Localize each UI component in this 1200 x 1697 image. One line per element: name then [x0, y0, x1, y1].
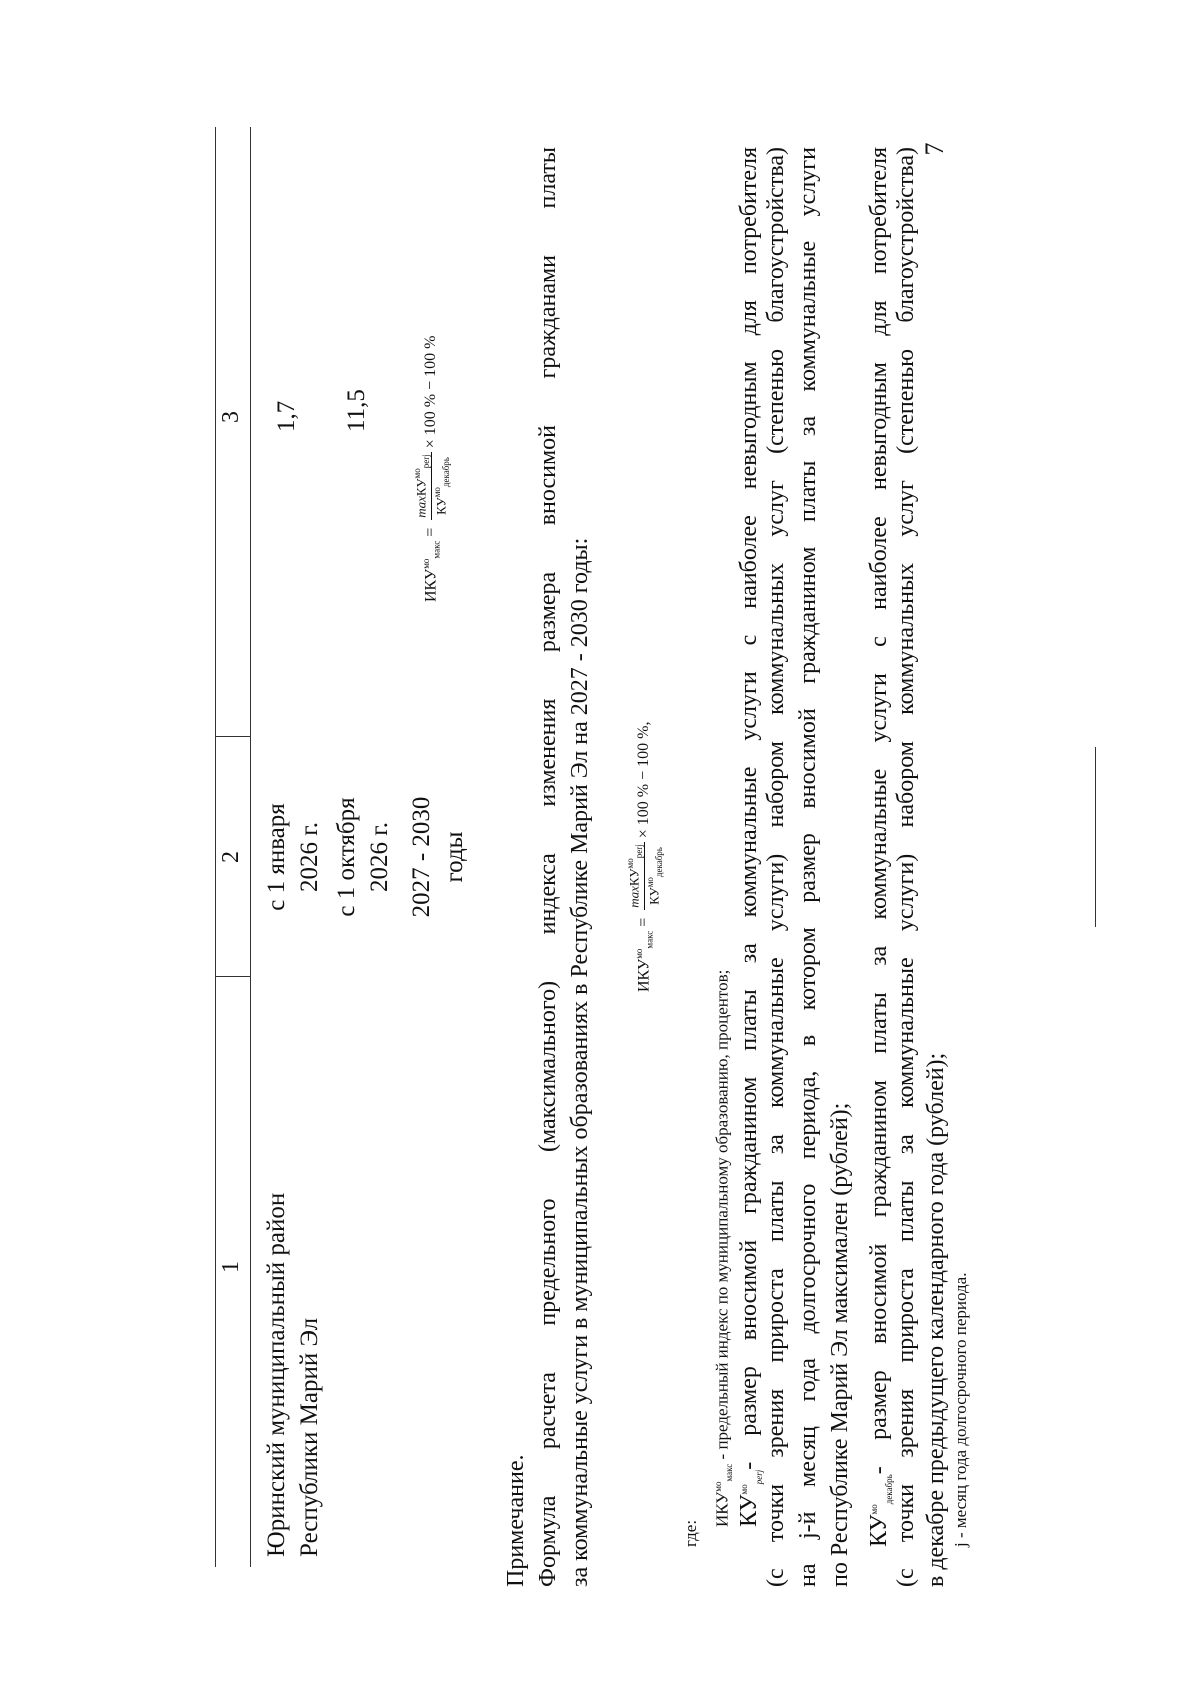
closing-separator — [1095, 747, 1096, 927]
def-ku-dek-line1: $КУ^{мо}_{декабрь}-$ размер вносимой гражданином платы за коммунальные услуги с наиболее невыгодным для потребителя — [866, 147, 894, 1547]
table-header-col3: 3 — [218, 411, 244, 423]
period-2-line2: 2026 г. — [366, 822, 393, 892]
period-3-line2: годы — [441, 831, 468, 883]
table-col-divider-1 — [215, 976, 251, 977]
note-title: Примечание. — [503, 1454, 529, 1587]
table-header-col1: 1 — [218, 1261, 244, 1273]
def-iku: $ИКУ^{мо}_{макс}$ - предельный индекс по муниципальному образованию, процентов; — [712, 969, 735, 1527]
period-1-line2: 2026 г. — [296, 822, 323, 892]
def-ku-dek-line2: (с точки зрения прироста платы за коммунальные услуги) набором коммунальных услуг (степенью благоустройства) — [893, 147, 919, 1587]
note-line1: Формула расчета предельного (максимального) индекса изменения размера вносимой гражданами платы — [535, 147, 561, 1587]
note-formula: $ИКУ^{мо}_{макс}$ = maxКУ$^{мо}_{perj}$ $КУ^{мо}_{декабрь}$ × 100 % − 100 %, — [625, 721, 664, 992]
row-label-line1: Юринский муниципальный район — [263, 1192, 290, 1557]
page-number: 7 — [920, 142, 949, 156]
formula-lhs: $ИКУ^{мо}_{макс}$ — [421, 540, 442, 602]
def-ku-perj-line2: (с точки зрения прироста платы за коммунальные услуги) набором коммунальных услуг (степенью благоустройства) — [763, 147, 789, 1587]
table-header-border — [250, 127, 251, 1567]
formula-fraction: maxКУ$^{мо}_{perj}$ $КУ^{мо}_{декабрь}$ — [412, 454, 451, 518]
note-formula-fraction: maxКУ$^{мо}_{perj}$ $КУ^{мо}_{декабрь}$ — [625, 844, 664, 908]
period-1-value: 1,7 — [273, 400, 300, 432]
table-header-col2: 2 — [218, 851, 244, 863]
note-line2: за коммунальные услуги в муниципальных образованиях в Республике Марий Эл на 2027 - 2030 годы: — [567, 537, 593, 1587]
table-col-divider-2 — [215, 736, 251, 737]
def-ku-perj-line3: на j-й месяц года долгосрочного периода, в котором размер вносимой гражданином платы за коммунальные услуги — [795, 147, 821, 1587]
def-ku-perj-line4: по Республике Марий Эл максимален (рублей); — [827, 1102, 853, 1587]
period-2-line1: с 1 октября — [333, 797, 360, 917]
period-3-line1: 2027 - 2030 — [408, 796, 435, 918]
def-ku-dek-line3: в декабре предыдущего календарного года (рублей); — [923, 1052, 949, 1587]
def-j: j - месяц года долгосрочного периода. — [951, 1272, 970, 1547]
note-where: где: — [681, 1519, 700, 1547]
table-formula: $ИКУ^{мо}_{макс}$ = maxКУ$^{мо}_{perj}$ $КУ^{мо}_{декабрь}$ × 100 % − 100 % — [412, 335, 451, 602]
period-2-value: 11,5 — [343, 389, 370, 432]
note-formula-lhs: $ИКУ^{мо}_{макс}$ — [634, 930, 655, 992]
table-top-border — [215, 127, 216, 1567]
period-1-line1: с 1 января — [263, 803, 290, 911]
def-ku-perj-line1: $КУ^{мо}_{perj}-$ размер вносимой гражданином платы за коммунальные услуги с наиболее невыгодным для потребителя — [736, 147, 764, 1527]
row-label-line2: Республики Марий Эл — [296, 1317, 323, 1557]
